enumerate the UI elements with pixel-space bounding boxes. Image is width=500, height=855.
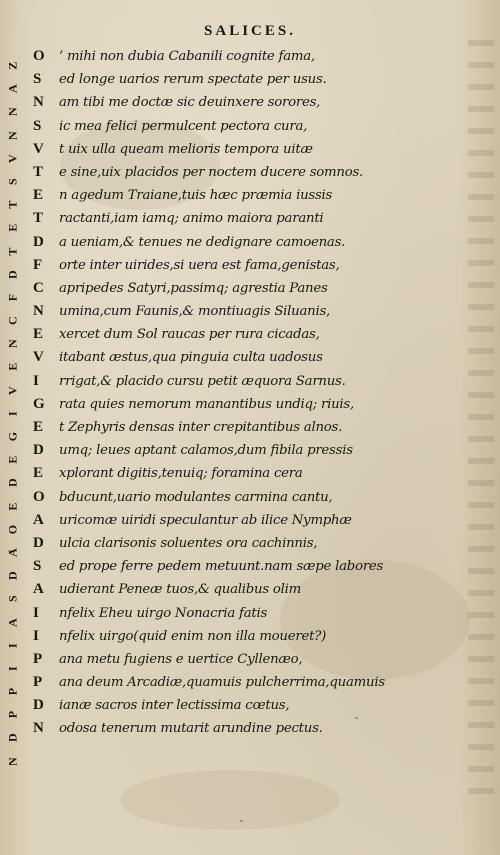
verse-initial: A — [33, 511, 44, 528]
verse-line — [33, 210, 473, 233]
verse-line — [33, 326, 473, 349]
acrostic-letter: A — [5, 617, 20, 627]
verse-initial: D — [33, 534, 44, 551]
verse-line — [33, 164, 473, 187]
verse-initial: E — [33, 419, 44, 435]
verse-initial: I — [33, 372, 39, 389]
acrostic-letter: N — [5, 130, 20, 140]
verse-list — [33, 48, 473, 744]
acrostic-letter: Z — [5, 61, 20, 70]
verse-text: t uix ulla queam melioris tempora uitæ — [59, 141, 313, 157]
verse-text: am tibi me doctæ sic deuinxere sorores, — [59, 95, 321, 111]
acrostic-letter: T — [5, 200, 20, 209]
acrostic-letter: V — [5, 385, 20, 395]
verse-initial: S — [33, 117, 42, 134]
verse-text: udierant Peneæ tuos,& qualibus olim — [59, 582, 302, 598]
acrostic-letter: I — [5, 411, 20, 416]
acrostic-letter: N — [5, 756, 20, 766]
acrostic-letter: O — [5, 524, 20, 535]
ink-fleck — [355, 717, 358, 719]
verse-line — [33, 349, 473, 372]
acrostic-letter: S — [5, 595, 20, 603]
verse-initial: E — [33, 465, 44, 482]
acrostic-letter: T — [5, 247, 20, 256]
verse-initial: V — [33, 349, 44, 366]
acrostic-letter: N — [5, 339, 20, 349]
verse-text: ’ mihi non dubia Cabanili cognite fama, — [59, 49, 315, 64]
verse-text: n agedum Traiane,tuis hæc præmia iussis — [59, 188, 333, 204]
verse-initial: F — [33, 256, 43, 273]
paper-stain — [120, 770, 340, 830]
verse-line — [33, 141, 473, 164]
verse-text: umina,cum Faunis,& montiuagis Siluanis, — [59, 304, 331, 320]
verse-line — [33, 71, 473, 94]
page-header: SALICES. — [204, 23, 296, 39]
verse-line — [33, 257, 473, 280]
verse-line — [33, 628, 473, 651]
verse-initial: S — [33, 71, 42, 88]
verse-initial: S — [33, 558, 42, 575]
verse-text: odosa tenerum mutarit arundine pectus. — [59, 721, 323, 737]
acrostic-letter: G — [5, 431, 20, 442]
verse-line — [33, 187, 473, 210]
verse-text: ana metu fugiens e uertice Cyllenæo, — [59, 651, 303, 667]
acrostic-letter: P — [5, 711, 20, 719]
acrostic-letter: A — [5, 84, 20, 94]
acrostic-letter: F — [5, 293, 20, 302]
verse-line — [33, 303, 473, 326]
verse-initial: C — [33, 279, 44, 296]
verse-text: ulcia clarisonis soluentes ora cachinnis, — [59, 535, 318, 551]
acrostic-letter: V — [5, 154, 20, 163]
verse-initial: V — [33, 140, 44, 157]
verse-text: ractanti,iam iamq; animo maiora paranti — [59, 211, 324, 227]
verse-text: apripedes Satyri,passimq; agrestia Panes — [59, 280, 328, 296]
verse-initial: N — [33, 303, 44, 320]
acrostic-letter: D — [5, 733, 20, 743]
verse-line — [33, 465, 473, 488]
verse-initial: O — [33, 488, 45, 505]
verse-line — [33, 674, 473, 697]
verse-initial: E — [33, 326, 44, 343]
verse-line — [33, 535, 473, 558]
acrostic-column — [5, 54, 23, 773]
acrostic-letter: S — [5, 178, 20, 185]
verse-text: a ueniam,& tenues ne dedignare camoenas. — [59, 234, 346, 250]
acrostic-letter: D — [5, 571, 20, 581]
verse-text: t Zephyris densas inter crepitantibus alnos. — [59, 420, 343, 435]
verse-text: nfelix Eheu uirgo Nonacria fatis — [59, 605, 268, 621]
acrostic-letter: D — [5, 269, 20, 279]
verse-text: ed prope ferre pedem metuunt.nam sæpe labores — [59, 559, 384, 575]
verse-line — [33, 48, 473, 71]
verse-line — [33, 280, 473, 303]
verse-line — [33, 234, 473, 257]
acrostic-letter: D — [5, 478, 20, 488]
verse-initial: D — [33, 442, 44, 459]
verse-text: ic mea felici permulcent pectora cura, — [59, 118, 308, 134]
verse-text: xplorant digitis,tenuiq; foramina cera — [59, 466, 303, 482]
verse-text: ana deum Arcadiæ,quamuis pulcherrima,quamuis — [59, 675, 385, 691]
verse-initial: O — [33, 48, 45, 64]
verse-text: rata quies nemorum manantibus undiq; riuis, — [59, 396, 354, 412]
verse-line — [33, 442, 473, 465]
acrostic-letter: E — [5, 223, 20, 232]
verse-line — [33, 512, 473, 535]
verse-text: uricomæ uiridi speculantur ab ilice Nymphæ — [59, 512, 352, 528]
acrostic-letter: A — [5, 548, 20, 557]
acrostic-letter: I — [5, 666, 20, 671]
verse-initial: N — [33, 720, 44, 737]
verse-text: ianæ sacros inter lectissima cœtus, — [59, 698, 290, 714]
verse-initial: T — [33, 163, 44, 180]
verse-text: bducunt,uario modulantes carmina cantu, — [59, 489, 333, 505]
verse-initial: E — [33, 187, 44, 204]
verse-initial: A — [33, 581, 44, 598]
verse-initial: D — [33, 233, 44, 250]
acrostic-letter: E — [5, 455, 20, 464]
verse-line — [33, 118, 473, 141]
verse-line — [33, 558, 473, 581]
ink-fleck — [240, 820, 243, 822]
ink-fleck — [8, 550, 11, 552]
acrostic-letter: N — [5, 107, 20, 117]
verse-text: nfelix uirgo(quid enim non illa moueret?) — [59, 628, 327, 644]
acrostic-letter: C — [5, 316, 20, 325]
acrostic-letter: E — [5, 502, 20, 511]
verse-initial: T — [33, 210, 44, 227]
verse-initial: G — [33, 395, 45, 412]
verse-text: xercet dum Sol raucas per rura cicadas, — [59, 327, 320, 343]
verse-text: umq; leues aptant calamos,dum fibila pressis — [59, 443, 353, 459]
verse-initial: I — [33, 627, 39, 644]
verse-text: orte inter uirides,si uera est fama,genistas, — [59, 257, 340, 273]
acrostic-letter: I — [5, 642, 20, 648]
verse-initial: P — [33, 674, 43, 691]
verse-line — [33, 605, 473, 628]
verse-line — [33, 581, 473, 604]
verse-initial: P — [33, 650, 43, 667]
verse-line — [33, 697, 473, 720]
acrostic-letter: E — [5, 363, 20, 372]
verse-initial: I — [33, 604, 39, 621]
verse-initial: N — [33, 94, 44, 111]
verse-line — [33, 396, 473, 419]
verse-text: e sine,uix placidos per noctem ducere somnos. — [59, 164, 364, 180]
verse-line — [33, 373, 473, 396]
verse-initial: D — [33, 697, 44, 714]
verse-line — [33, 94, 473, 117]
verse-line — [33, 489, 473, 512]
verse-text: ed longe uarios rerum spectate per usus. — [59, 72, 327, 88]
verse-line — [33, 651, 473, 674]
acrostic-letter: P — [5, 687, 20, 696]
verse-text: itabant æstus,qua pinguia culta uadosus — [59, 350, 323, 366]
verse-line — [33, 720, 473, 743]
verse-line — [33, 419, 473, 442]
verse-text: rrigat,& placido cursu petit æquora Sarnus. — [59, 373, 346, 389]
